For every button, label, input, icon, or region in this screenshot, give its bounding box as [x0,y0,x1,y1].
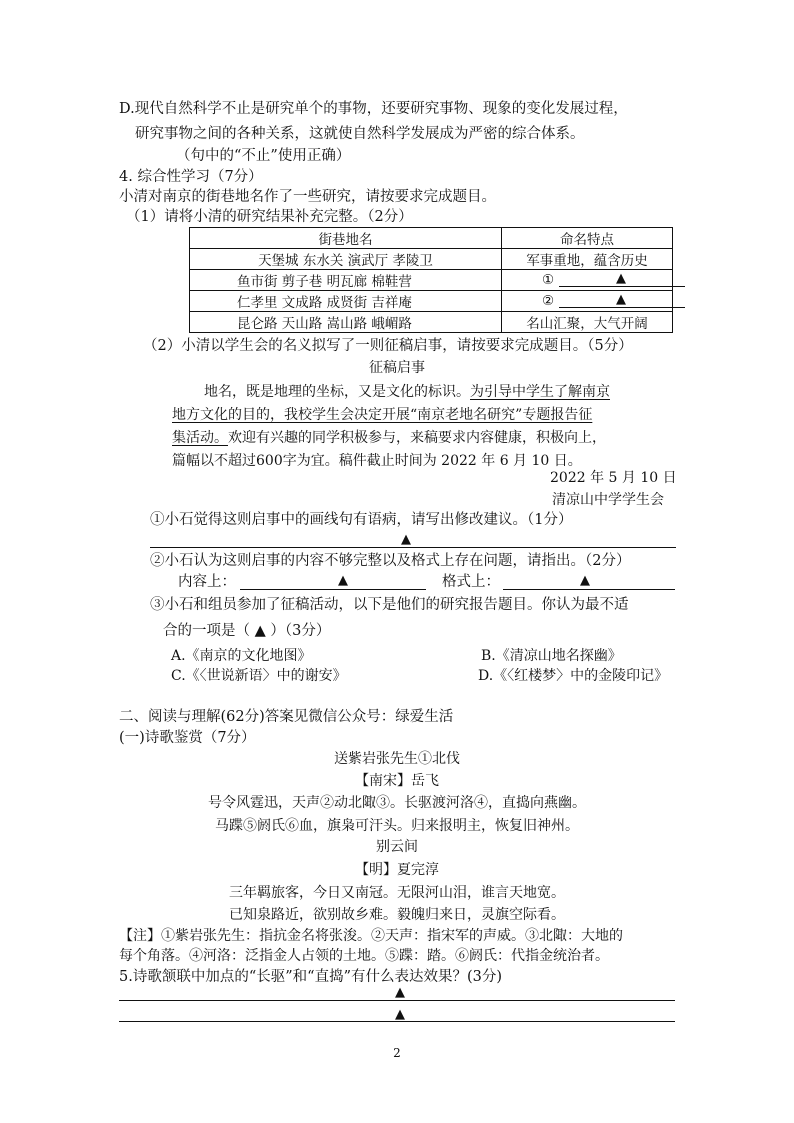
table-cell-feature: 军事重地，蕴含历史 [502,249,673,270]
poem-notes-line2: 每个角落。④河洛：泛指金人占领的土地。⑤蹀：踏。⑥阏氏：代指金统治者。 [119,948,609,964]
option-a: A.《南京的文化地图》 [171,648,312,664]
poem1-line1: 号令风霆迅，天声②动北陬③。长驱渡河洛④，直捣向燕幽。 [208,795,586,811]
answer-triangle-q5-2: ▲ [395,1007,405,1022]
notice-line4: 篇幅以不超过600字为宜。稿件截止时间为 2022 年 6 月 10 日。 [172,453,582,469]
section2-title: 二、阅读与理解(62分)答案见微信公众号：绿爱生活 [119,709,454,725]
table-header-features: 命名特点 [502,228,673,249]
notice-signer: 清凉山中学学生会 [552,492,664,508]
answer-marker-1: ① [542,272,555,288]
table-cell-names: 鱼市街 剪子巷 明瓦廊 棉鞋营 [190,270,502,291]
poem1-title: 送紫岩张先生①北伐 [334,751,460,767]
notice-underlined-end: 集活动。 [172,430,228,446]
section2-sub: (一)诗歌鉴赏（7分） [119,730,256,746]
q4-part1: （1）请将小清的研究结果补充完整。（2分） [126,209,413,225]
table-cell-names: 天堡城 东水关 演武厅 孝陵卫 [190,249,502,270]
option-d-line2: 研究事物之间的各种关系，这就使自然科学发展成为严密的综合体系。 [135,126,585,142]
answer-triangle-sub1: ▲ [401,532,411,547]
q4-sub3-line2: 合的一项是（ ▲ ）（3分） [163,623,331,639]
table-row [190,312,673,333]
q4-sub2: ②小石认为这则启事的内容不够完整以及格式上存在问题，请指出。（2分） [150,553,631,569]
table-cell-feature: 名山汇聚，大气开阔 [502,312,673,333]
notice-line1 [204,382,610,402]
answer-triangle-content: ▲ [338,573,348,588]
answer-triangle-2: ▲ [616,292,626,307]
notice-line3 [172,428,606,448]
answer-triangle-q5-1: ▲ [395,985,405,1000]
poem2-line2: 已知泉路近，欲别故乡难。毅魄归来日，灵旗空际看。 [229,907,565,923]
q4-title: 4. 综合性学习（7分） [119,169,263,185]
table-header-names: 街巷地名 [190,228,502,249]
notice-date: 2022 年 5 月 10 日 [550,470,677,486]
table-cell-answer-1 [502,270,673,291]
answer-blank-2[interactable] [559,307,685,308]
q4-part2: （2）小清以学生会的名义拟写了一则征稿启事，请按要求完成题目。（5分） [143,338,633,354]
notice-line1-plain: 地名，既是地理的坐标，又是文化的标识。 [204,384,470,400]
format-label: 格式上： [442,574,500,590]
notice-underlined-sentence: 为引导中学生了解南京 [470,384,610,400]
option-d: D.《〈红楼梦〉中的金陵印记》 [478,668,669,684]
table-cell-answer-2 [502,291,673,312]
notice-line2: 地方文化的目的，我校学生会决定开展“南京老地名研究”专题报告征 [172,407,593,423]
table-header-row [190,228,673,249]
poem2-title: 别云间 [376,839,418,855]
q4-sub3-line1: ③小石和组员参加了征稿活动，以下是他们的研究报告题目。你认为最不适 [150,597,629,613]
street-names-table [189,227,673,333]
poem2-author: 【明】夏完淳 [355,862,439,878]
q5-prompt: 5.诗歌颔联中加点的“长驱”和“直捣”有什么表达效果？(3分) [119,969,503,985]
page-number: 2 [393,1046,401,1060]
option-d-note: （句中的“不止”使用正确） [176,148,351,164]
content-label: 内容上： [178,574,236,590]
table-cell-names: 昆仑路 天山路 嵩山路 峨嵋路 [190,312,502,333]
table-row [190,249,673,270]
content-answer-line[interactable] [240,589,426,590]
answer-blank-1[interactable] [559,286,685,287]
poem1-author: 【南宋】岳飞 [355,773,439,789]
poem-notes-line1: 【注】①紫岩张先生：指抗金名将张浚。②天声：指宋军的声威。③北陬：大地的 [119,928,623,944]
answer-triangle-1: ▲ [616,271,626,286]
table-row [190,291,673,312]
q4-intro: 小清对南京的街巷地名作了一些研究，请按要求完成题目。 [119,189,496,205]
option-c: C.《〈世说新语〉中的谢安》 [171,668,347,684]
answer-triangle-format: ▲ [580,573,590,588]
answer-line-sub1[interactable] [150,547,676,548]
q4-sub1: ①小石觉得这则启事中的画线句有语病，请写出修改建议。（1分） [150,512,573,528]
option-b: B.《清凉山地名探幽》 [481,648,622,664]
option-d-line1: D.现代自然科学不止是研究单个的事物，还要研究事物、现象的变化发展过程， [119,101,628,117]
poem2-line1: 三年羁旅客，今日又南冠。无限河山泪，谁言天地宽。 [229,885,565,901]
notice-line3-plain: 欢迎有兴趣的同学积极参与，来稿要求内容健康，积极向上， [228,430,606,446]
table-row [190,270,673,291]
answer-marker-2: ② [542,293,555,309]
table-cell-names: 仁孝里 文成路 成贤街 吉祥庵 [190,291,502,312]
poem1-line2: 马蹀⑤阏氏⑥血，旗枭可汗头。归来报明主，恢复旧神州。 [215,818,579,834]
notice-title: 征稿启事 [369,360,425,376]
